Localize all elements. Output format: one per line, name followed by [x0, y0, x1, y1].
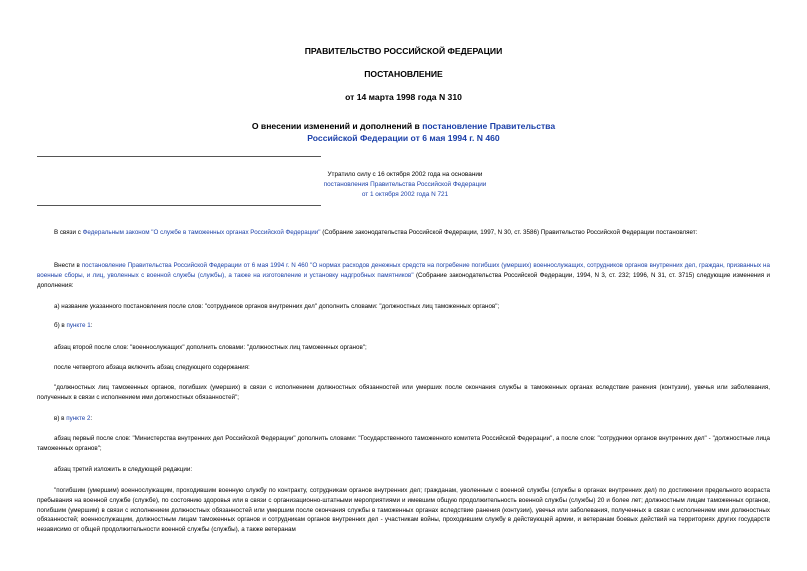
amendments-text-end: (Собрание законодательства Российской Федерации, 1994, N 3, ст. 232; 1996, N 31, ст. 3715) следующие изменения и дополнения:: [37, 271, 770, 289]
paragraph-first-abzac: абзац первый после слов: "Министерства внутренних дел Российской Федерации" дополнить словами: "Государственного таможенного комитета Российской Федерации", а после слов: "сотрудники органов внутренних дел" - "должностные лица таможенных органов";: [37, 435, 770, 452]
paragraph-preamble: [37, 228, 770, 238]
title-prefix: О внесении изменений и дополнений в: [251, 121, 423, 131]
item-b-colon: :: [90, 322, 93, 329]
preamble-text-end: (Собрание законодательства Российской Федерации, 1997, N 30, ст. 3586) Правительство Российской Федерации постановляет:: [320, 229, 698, 236]
paragraph-second-abzac: абзац второй после слов: "военнослужащих" дополнить словами: "должностных лиц таможенных органов";: [54, 344, 367, 351]
preamble-text-start: В связи с: [54, 229, 83, 236]
item-c-colon: :: [90, 415, 93, 422]
federal-law-link[interactable]: Федеральным законом "О службе в таможенных органах Российской Федерации": [82, 229, 321, 236]
paragraph-fourth-abzac: после четвертого абзаца включить абзац следующего содержания:: [54, 364, 250, 371]
paragraph-customs-officials: "должностных лиц таможенных органов, погибших (умерших) в связи с исполнением должностных обязанностей или умерших после окончания службы в таможенных органах вследствие ранения (контузии), увечья или заболевания, полученных в связи с исполнением ими должностных обязанностей";: [37, 384, 770, 401]
point-1-link[interactable]: пункте 1: [66, 322, 91, 329]
doc-type-heading: ПОСТАНОВЛЕНИЕ: [364, 69, 443, 79]
title-link-line2[interactable]: Российской Федерации от 6 мая 1994 г. N 460: [307, 133, 500, 143]
item-b-text: б) в: [54, 322, 67, 329]
divider-top: [37, 156, 321, 157]
amendments-text-start: Внести в: [54, 262, 82, 269]
status-note-line1: Утратило силу с 16 октября 2002 года на основании: [327, 171, 483, 178]
document-title: [0, 120, 807, 144]
paragraph-new-wording: "погибшим (умершим) военнослужащим, проходившим военную службу по контракту, сотрудникам органов внутренних дел; гражданам, уволенным с военной службы (службы в органах внутренних дел) по достижении предельного возраста пребывания на военной службе (службе), по состоянию здоровья или в связи с организационно-штатными мероприятиями и имевшим общую продолжительность военной службы (службы) 20 и более лет; должностным лицам таможенных органов, погибшим (умершим) в связи с исполнением должностных обязанностей или умершим после окончания службы в таможенных органах вследствие ранения (контузии), увечья или заболевания, полученных в связи с исполнением ими должностных обязанностей; военнослужащим, должностным лицам таможенных органов и сотрудникам органов внутренних дел - участникам войны, проходившим службу в действующей армии, и ветеранам боевых действий на территориях других государств независимо от общей продолжительности военной службы (службы), а также ветеранам: [37, 487, 770, 534]
paragraph-third-abzac: абзац третий изложить в следующей редакции:: [54, 466, 193, 473]
status-note: [300, 170, 510, 200]
date-number-heading: от 14 марта 1998 года N 310: [345, 92, 462, 102]
status-note-link-line3[interactable]: от 1 октября 2002 года N 721: [361, 191, 449, 198]
point-2-link[interactable]: пункте 2: [66, 415, 91, 422]
item-c-text: в) в: [54, 415, 67, 422]
paragraph-amendments-intro: [37, 261, 770, 290]
divider-bottom: [37, 205, 321, 206]
government-heading: ПРАВИТЕЛЬСТВО РОССИЙСКОЙ ФЕДЕРАЦИИ: [304, 46, 503, 56]
paragraph-item-c: [37, 414, 770, 424]
resolution-460-link[interactable]: постановление Правительства Российской Федерации от 6 мая 1994 г. N 460 "О нормах расходов денежных средств на погребение погибших (умерших) военнослужащих, сотрудников органов внутренних дел, граждан, призванных на военные сборы, и лиц, уволенных с военной службы (службы), а также на изготовление и установку надгробных памятников": [37, 262, 770, 279]
paragraph-item-b: [37, 321, 770, 331]
title-link-line1[interactable]: постановление Правительства: [422, 121, 556, 131]
status-note-link-line2[interactable]: постановления Правительства Российской Федерации: [323, 181, 487, 188]
paragraph-item-a: а) название указанного постановления после слов: "сотрудников органов внутренних дел" дополнить словами: "должностных лиц таможенных органов";: [54, 303, 500, 310]
